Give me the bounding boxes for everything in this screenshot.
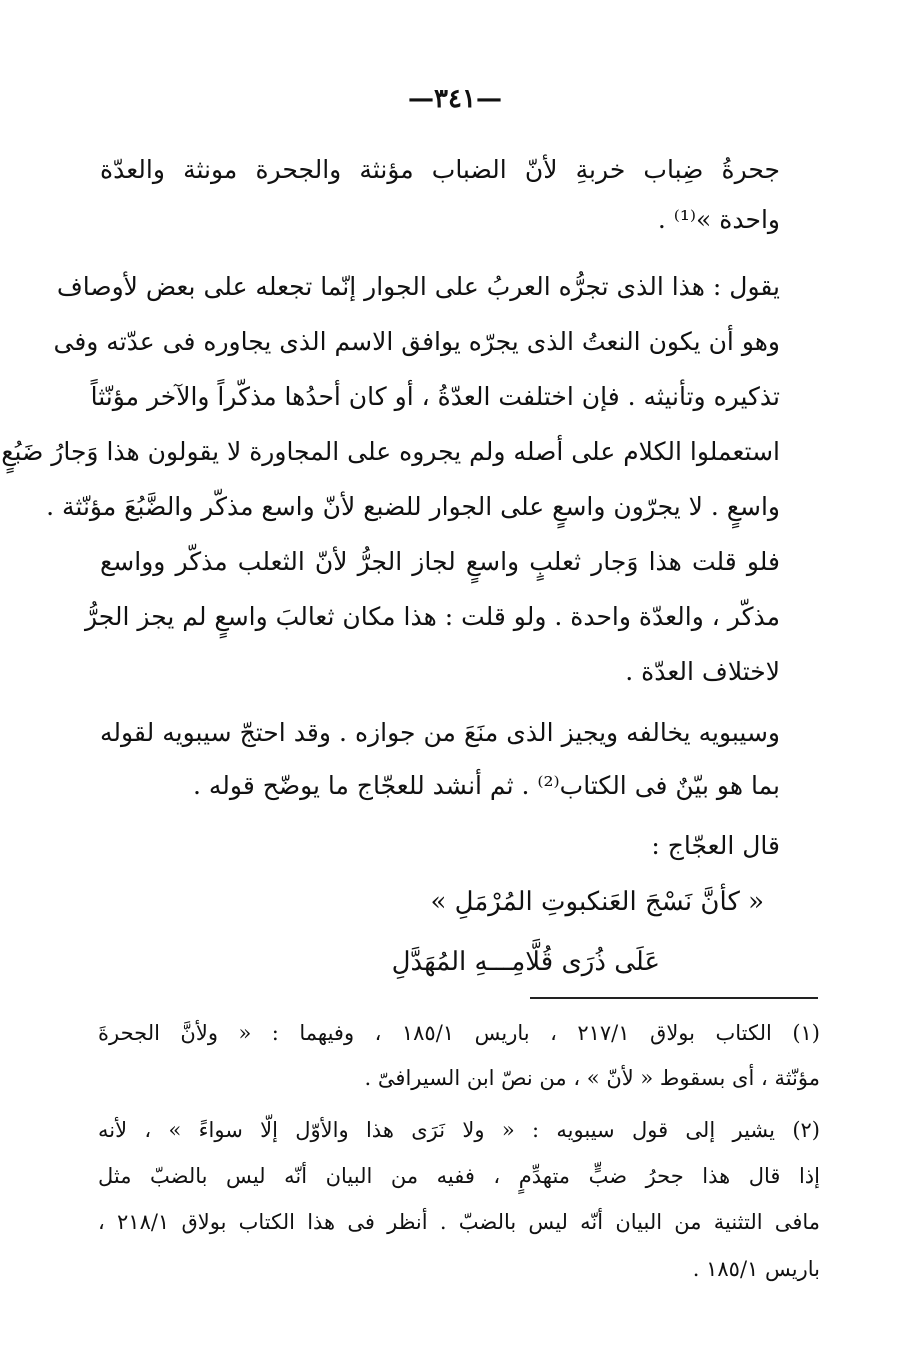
verse-line-2: عَلَى ذُرَى قُلَّامِـــهِ المُهَدَّلِ: [391, 947, 660, 977]
paragraph-2-line-3: تذكيره وتأنيثه . فإن اختلفت العدّةُ ، أو كان أحدُها مذكّراً والآخر مؤنّثاً: [90, 382, 780, 411]
footnote-2-line-1: (٢) يشير إلى قول سيبويه : « ولا نَرَى هذا والأوّل إلّا سواءً » ، لأنه: [98, 1118, 820, 1142]
paragraph-3-line-1: وسيبويه يخالفه ويجيز الذى منَعَ من جوازه . وقد احتجّ سيبويه لقوله: [100, 718, 780, 747]
footnote-2-line-2: إذا قال هذا جحرُ ضبٍّ متهدِّمٍ ، ففيه من البيان أنّه ليس بالضبّ مثل: [98, 1164, 820, 1188]
paragraph-1-line-1: جحرةُ ضِباب خربةِ لأنّ الضباب مؤنثة والجحرة مونثة والعدّة: [100, 155, 780, 184]
paragraph-2-line-8: لاختلاف العدّة .: [625, 657, 780, 686]
page-number: —٣٤١—: [408, 84, 502, 114]
paragraph-3-line-3: قال العجّاج :: [651, 831, 780, 860]
paragraph-2-line-6: فلو قلت هذا وَجار ثعلبٍ واسعٍ لجاز الجرُّ لأنّ الثعلب مذكّر وواسع: [100, 547, 780, 576]
footnote-divider: [530, 997, 818, 999]
paragraph-3-line-2: بما هو بيّنٌ فى الكتاب⁽²⁾ . ثم أنشد للعجّاج ما يوضّح قوله .: [193, 771, 780, 800]
paragraph-2-line-2: وهو أن يكون النعتُ الذى يجرّه يوافق الاسم الذى يجاوره فى عدّته وفى: [53, 327, 780, 356]
footnote-1-line-1: (١) الكتاب بولاق ٢١٧/١ ، باريس ١٨٥/١ ، وفيهما : « ولأنَّ الجحرةَ: [98, 1021, 820, 1045]
footnote-1-line-2: مؤنّثة ، أى بسقوط « لأنّ » ، من نصّ ابن السيرافىّ .: [364, 1066, 820, 1090]
paragraph-2-line-5: واسعٍ . لا يجرّون واسعٍ على الجوار للضبع لأنّ واسع مذكّر والضَّبُعَ مؤنّثة .: [46, 492, 780, 521]
footnote-2-line-3: مافى التثنية من البيان أنّه ليس بالضبّ . أنظر فى هذا الكتاب بولاق ٢١٨/١ ،: [98, 1210, 820, 1234]
paragraph-2-line-1: يقول : هذا الذى تجرُّه العربُ على الجوار إنّما تجعله على بعض لأوصاف: [56, 272, 780, 301]
verse-line-1: « كأنَّ نَسْجَ العَنكبوتِ المُرْمَلِ »: [430, 887, 764, 917]
paragraph-1-line-2: واحدة »⁽¹⁾ .: [657, 205, 780, 234]
paragraph-2-line-7: مذكّر ، والعدّة واحدة . ولو قلت : هذا مكان ثعالبَ واسعٍ لم يجز الجرُّ: [84, 602, 780, 631]
footnote-2-line-4: باريس ١٨٥/١ .: [692, 1257, 820, 1281]
paragraph-2-line-4: استعملوا الكلام على أصله ولم يجروه على المجاورة لا يقولون هذا وَجارُ ضَبُعٍ: [1, 437, 780, 466]
